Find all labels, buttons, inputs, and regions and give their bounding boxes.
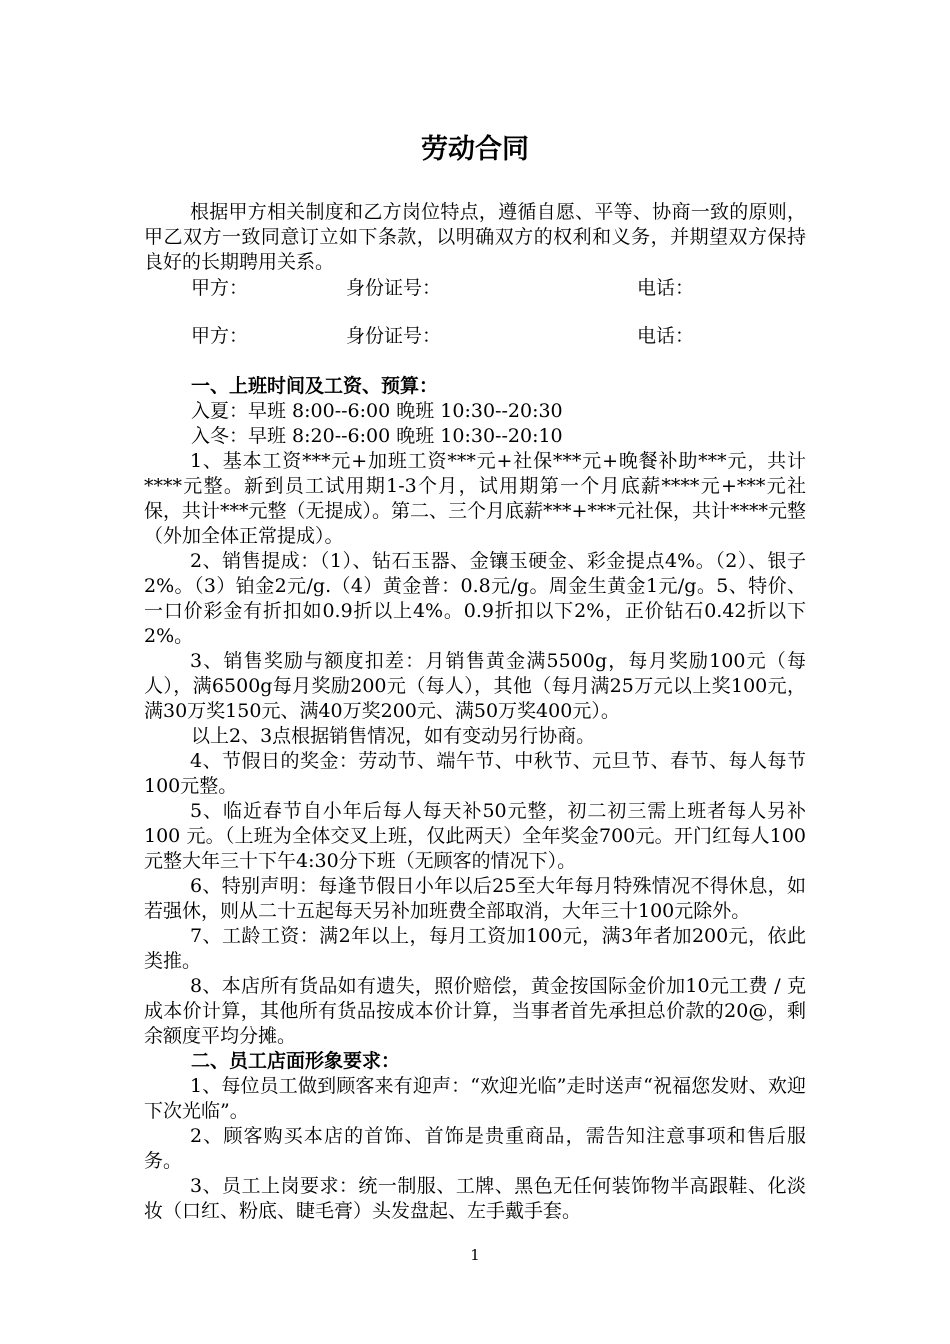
- party-row-1: [191, 276, 791, 301]
- id-number-label: 身份证号：: [346, 325, 442, 347]
- winter-schedule: 入冬：早班 8:20--6:00 晚班 10:30--20:10: [191, 425, 563, 447]
- clause-7-seniority-pay: 7、工龄工资：满2年以上，每月工资加100元，满3年者加200元，依此类推。: [144, 925, 806, 972]
- page-number: 1: [470, 1246, 480, 1264]
- clause-5-spring-festival: 5、临近春节自小年后每人每天补50元整，初二初三需上班者每人另补100 元。（上班为全体交叉上班，仅此两天）全年奖金700元。开门红每人100元整大年三十下午4:30分下班（无顾客的情况下）。: [144, 800, 806, 872]
- intro-paragraph: 根据甲方相关制度和乙方岗位特点，遵循自愿、平等、协商一致的原则，甲乙双方一致同意订立如下条款，以明确双方的权利和义务，并期望双方保持良好的长期聘用关系。: [144, 201, 806, 273]
- clause-6-special-statement: 6、特别声明：每逢节假日小年以后25至大年每月特殊情况不得休息，如若强休，则从二十五起每天另补加班费全部取消，大年三十100元除外。: [144, 875, 806, 922]
- clause-1-salary: 1、基本工资***元+加班工资***元+社保***元+晚餐补助***元，共计****元整。新到员工试用期1-3个月，试用期第一个月底薪****元+***元社保，共计***元整（无提成）。第二、三个月底薪***+***元社保，共计****元整（外加全体正常提成）。: [144, 450, 806, 547]
- party-label: 甲方：: [191, 325, 249, 347]
- requirement-3-dress-code: 3、员工上岗要求：统一制服、工牌、黑色无任何装饰物半高跟鞋、化淡妆（口红、粉底、睫毛膏）头发盘起、左手戴手套。: [144, 1175, 806, 1222]
- section-2-heading: 二、员工店面形象要求：: [191, 1050, 401, 1072]
- phone-label: 电话：: [637, 325, 695, 347]
- requirement-1-greeting: 1、每位员工做到顾客来有迎声：“欢迎光临”走时送声“祝福您发财、欢迎下次光临”。: [144, 1075, 806, 1122]
- document-title: 劳动合同: [421, 134, 529, 165]
- summer-schedule: 入夏：早班 8:00--6:00 晚班 10:30--20:30: [191, 400, 563, 422]
- id-number-label: 身份证号：: [346, 277, 442, 299]
- clause-3-sales-reward: 3、销售奖励与额度扣差：月销售黄金满5500g，每月奖励100元（每人），满6500g每月奖励200元（每人），其他（每月满25万元以上奖100元，满30万奖150元、满40万奖200元、满50万奖400元）。: [144, 650, 806, 722]
- section-1-heading: 一、上班时间及工资、预算：: [191, 375, 439, 397]
- clause-4-holiday-bonus: 4、节假日的奖金：劳动节、端午节、中秋节、元旦节、春节、每人每节100元整。: [144, 750, 806, 797]
- requirement-2-notice: 2、顾客购买本店的首饰、首饰是贵重商品，需告知注意事项和售后服务。: [144, 1125, 806, 1172]
- party-row-2: [191, 324, 791, 349]
- clause-2-commission: 2、销售提成：（1）、钻石玉器、金镶玉硬金、彩金提点4%。（2）、银子2%。（3）铂金2元/g.（4）黄金普：0.8元/g。周金生黄金1元/g。5、特价、一口价彩金有折扣如0.9折以上4%。0.9折扣以下2%，正价钻石0.42折以下2%。: [144, 550, 806, 647]
- clause-8-loss-compensation: 8、本店所有货品如有遗失，照价赔偿，黄金按国际金价加10元工费 / 克成本价计算，其他所有货品按成本价计算，当事者首先承担总价款的20@，剩余额度平均分摊。: [144, 975, 806, 1047]
- clause-note: 以上2、3点根据销售情况，如有变动另行协商。: [191, 725, 596, 747]
- phone-label: 电话：: [637, 277, 695, 299]
- party-label: 甲方：: [191, 277, 249, 299]
